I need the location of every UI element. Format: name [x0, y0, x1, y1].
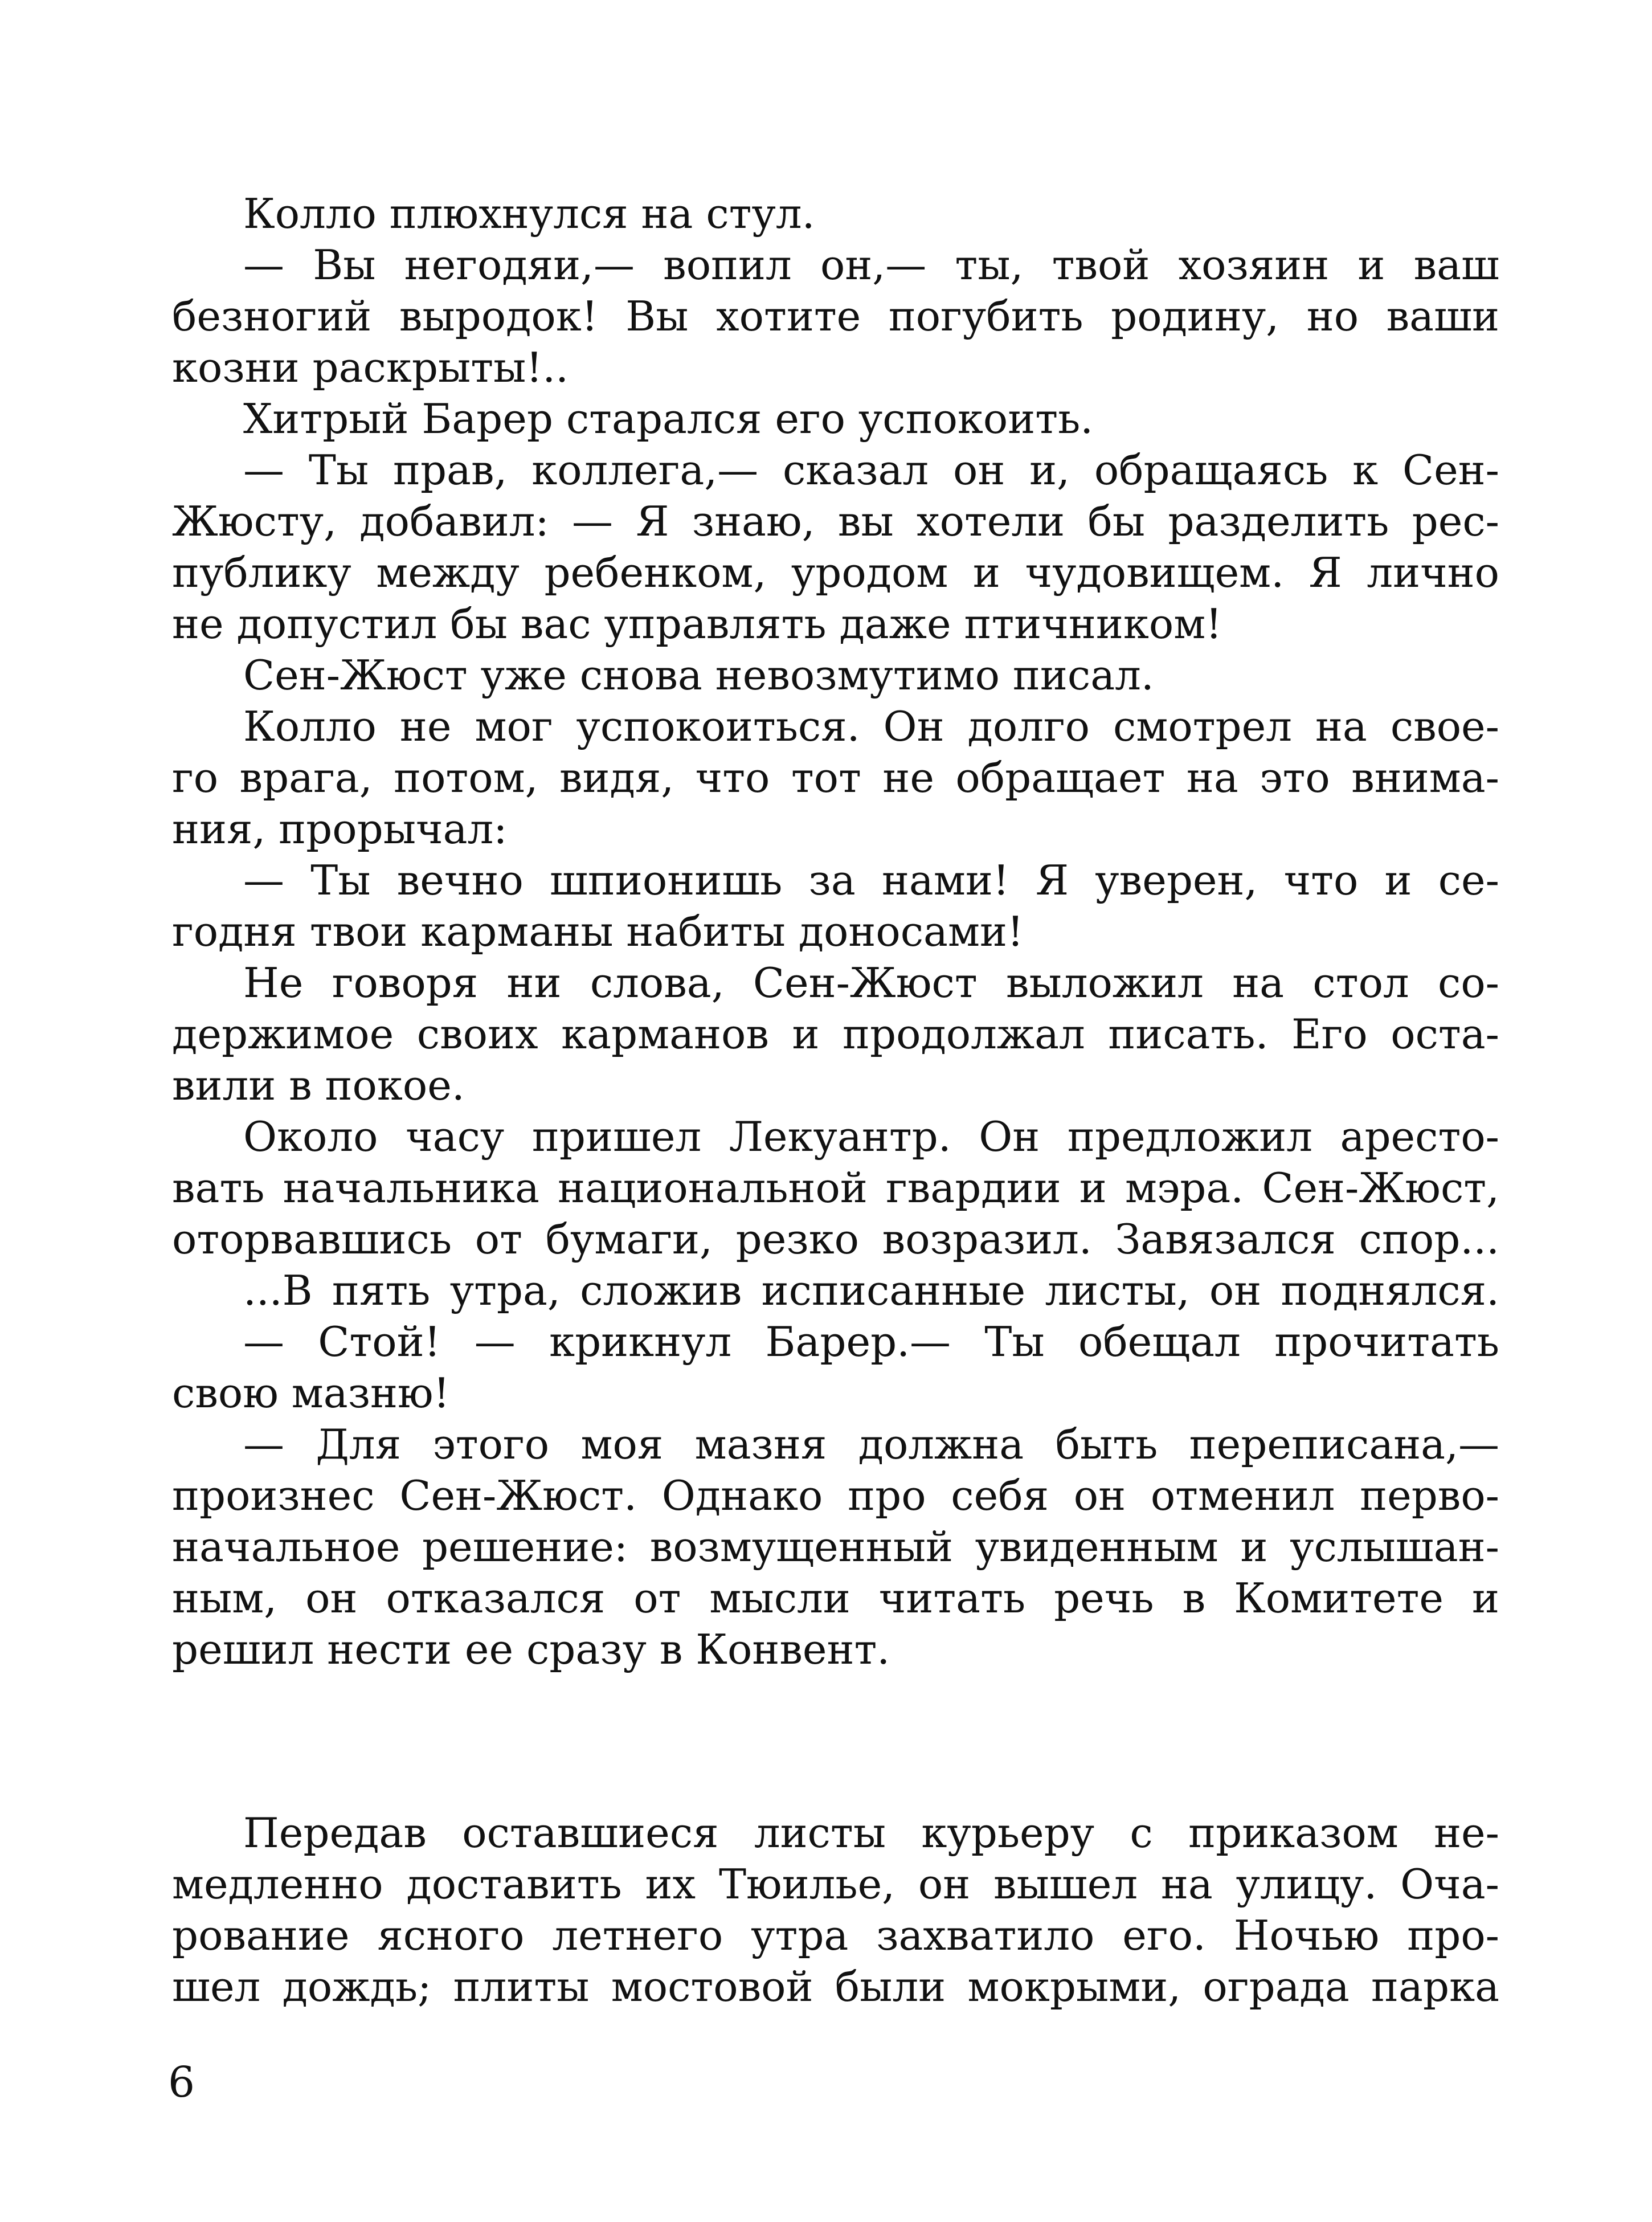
text-line: безногий выродок! Вы хотите погубить родину, но ваши	[172, 292, 1499, 340]
text-line: ния, прорычал:	[172, 805, 508, 853]
text-line: годня твои карманы набиты доносами!	[172, 908, 1024, 955]
text-line: Жюсту, добавил: — Я знаю, вы хотели бы разделить рес-	[172, 497, 1499, 545]
text-line: Не говоря ни слова, Сен-Жюст выложил на стол со-	[243, 959, 1499, 1007]
text-line: Хитрый Барер старался его успокоить.	[243, 395, 1094, 443]
text-line: Колло плюхнулся на стул.	[243, 190, 815, 238]
text-line: ным, он отказался от мысли читать речь в Комитете и	[172, 1574, 1499, 1622]
text-line: публику между ребенком, уродом и чудовищем. Я лично	[172, 549, 1499, 597]
text-line: произнес Сен-Жюст. Однако про себя он отменил перво-	[172, 1472, 1499, 1520]
text-section-2	[172, 1807, 1499, 2012]
text-line: шел дождь; плиты мостовой были мокрыми, ограда парка	[172, 1963, 1499, 2011]
text-line: начальное решение: возмущенный увиденным и услышан-	[172, 1523, 1499, 1571]
text-line: Колло не мог успокоиться. Он долго смотрел на свое-	[243, 702, 1499, 750]
text-line: — Ты прав, коллега,— сказал он и, обращаясь к Сен-	[243, 446, 1499, 494]
text-line: — Для этого моя мазня должна быть переписана,—	[243, 1420, 1499, 1468]
text-section-1	[172, 188, 1499, 1675]
text-line: — Стой! — крикнул Барер.— Ты обещал прочитать	[243, 1318, 1499, 1366]
text-line: козни раскрыты!..	[172, 344, 569, 391]
text-line: оторвавшись от бумаги, резко возразил. Завязался спор...	[172, 1215, 1499, 1263]
body-text	[172, 188, 1499, 2012]
text-line: медленно доставить их Тюилье, он вышел на улицу. Оча-	[172, 1860, 1499, 1908]
text-line: — Вы негодяи,— вопил он,— ты, твой хозяин и ваш	[243, 241, 1499, 289]
section-break	[172, 1675, 1499, 1807]
text-line: держимое своих карманов и продолжал писать. Его оста-	[172, 1010, 1499, 1058]
text-line: свою мазню!	[172, 1369, 450, 1417]
text-line: вать начальника национальной гвардии и мэра. Сен-Жюст,	[172, 1164, 1499, 1212]
text-line: Передав оставшиеся листы курьеру с приказом не-	[243, 1809, 1499, 1857]
text-line: го врага, потом, видя, что тот не обращает на это внима-	[172, 754, 1499, 802]
text-line: решил нести ее сразу в Конвент.	[172, 1625, 890, 1673]
text-line: — Ты вечно шпионишь за нами! Я уверен, что и се-	[243, 856, 1499, 904]
text-line: Около часу пришел Лекуантр. Он предложил аресто-	[243, 1113, 1499, 1161]
text-line: ...В пять утра, сложив исписанные листы, он поднялся.	[243, 1267, 1499, 1314]
text-line: Сен-Жюст уже снова невозмутимо писал.	[243, 651, 1154, 699]
page-number: 6	[168, 2058, 195, 2107]
text-line: не допустил бы вас управлять даже птичником!	[172, 600, 1222, 648]
text-line: вили в покое.	[172, 1061, 465, 1109]
text-line: рование ясного летнего утра захватило его. Ночью про-	[172, 1911, 1499, 1959]
